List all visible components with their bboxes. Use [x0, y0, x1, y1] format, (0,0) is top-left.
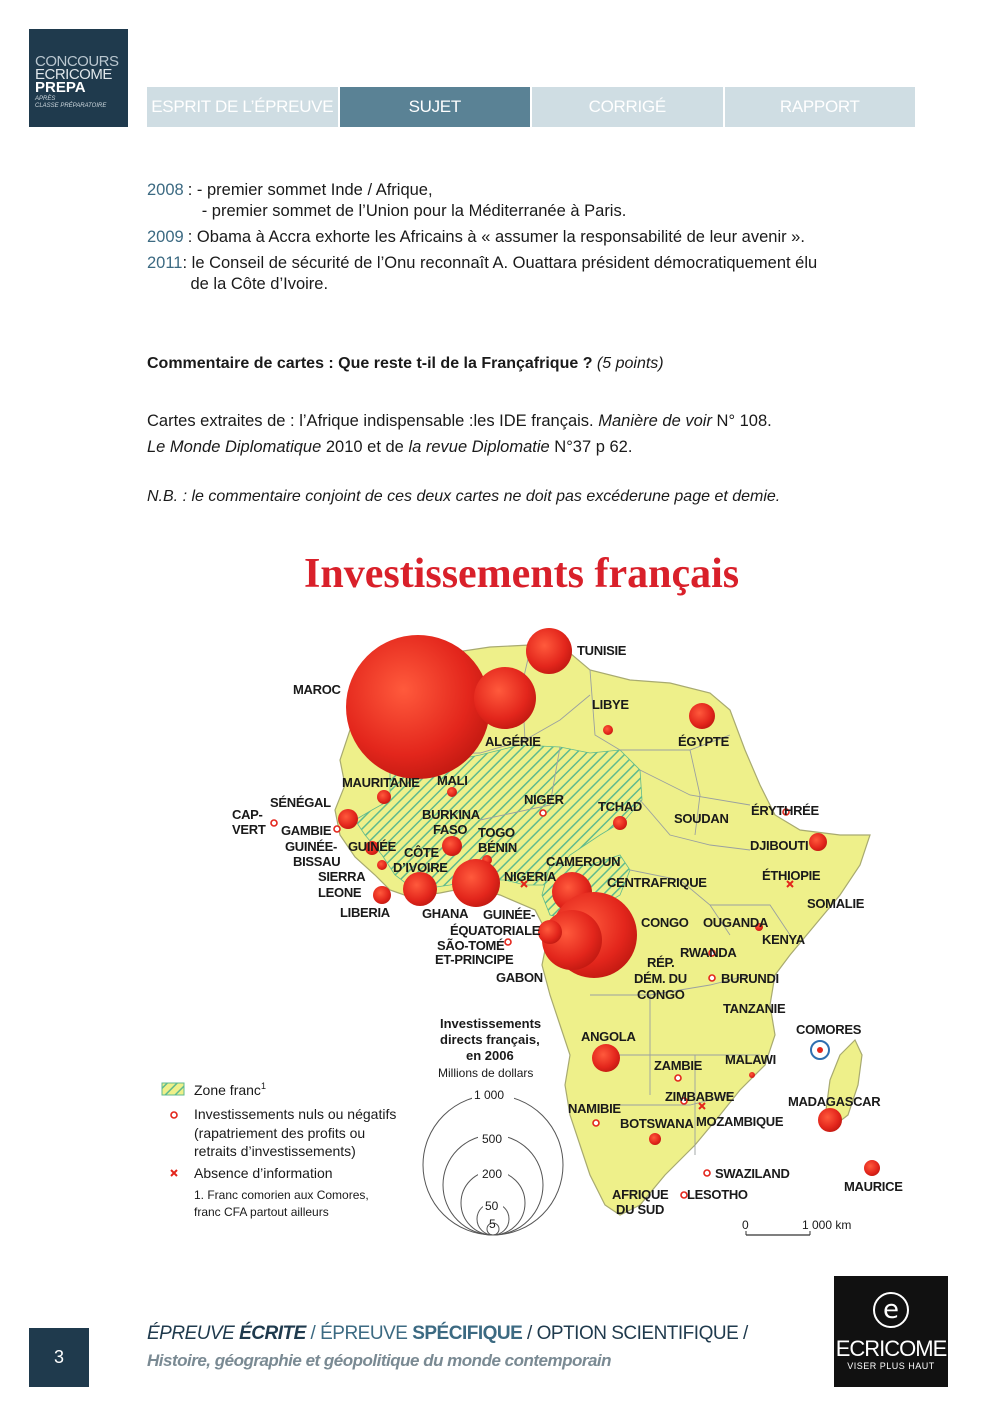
section-title-text: Commentaire de cartes : Que reste t-il de la Françafrique ? [147, 355, 593, 372]
legend-ide-2: directs français, [440, 1032, 540, 1047]
sources [147, 408, 917, 460]
footer-epreuve: ÉPREUVE [147, 1323, 240, 1344]
label-cap-vert-1: CAP- [232, 807, 263, 822]
label-rwanda: RWANDA [680, 945, 737, 960]
label-mali: MALI [437, 773, 468, 788]
chronology-item [147, 180, 917, 222]
label-centrafrique: CENTRAFRIQUE [607, 875, 707, 890]
label-ghana: GHANA [422, 906, 469, 921]
legend-scale-50: 50 [485, 1199, 499, 1213]
bubble-ghana [452, 859, 500, 907]
chronology-year: 2008 [147, 181, 184, 199]
label-libye: LIBYE [592, 697, 629, 712]
null-marker [505, 939, 511, 945]
investments-map [150, 535, 910, 1250]
chronology-text [182, 253, 917, 295]
null-marker [675, 1075, 681, 1081]
section-points: (5 points) [596, 355, 664, 372]
label-guinee-eq-2: ÉQUATORIALE [450, 923, 541, 938]
chronology-item [147, 253, 917, 295]
legend-zone-franc [194, 1081, 266, 1098]
null-marker [709, 975, 715, 981]
bubble-algerie [474, 667, 536, 729]
legend-null-2: (rapatriement des profits ou [194, 1125, 366, 1141]
legend-scale-1000: 1 000 [474, 1088, 505, 1102]
tab-sujet[interactable]: SUJET [340, 87, 531, 127]
chronology-text-line: de la Côte d’Ivoire. [190, 275, 329, 293]
label-togo: TOGO [478, 825, 515, 840]
bubble-mauritanie [377, 790, 391, 804]
bubble-cote-ivoire [403, 872, 437, 906]
footer-epreuve-2: / ÉPREUVE [305, 1323, 413, 1344]
sources-text: Cartes extraites de : l’Afrique indispensable :les IDE français. [147, 412, 599, 430]
footer-specifique [412, 1323, 522, 1344]
footer-ecrite: ÉCRITE [239, 1323, 306, 1344]
bubble-senegal [338, 809, 358, 829]
label-sierra-1: SIERRA [318, 869, 366, 884]
legend-zone-franc-swatch [162, 1083, 184, 1095]
chronology-year: 2011 [147, 254, 183, 272]
label-kenya: KENYA [762, 932, 805, 947]
null-marker [540, 810, 546, 816]
bubble-libye [603, 725, 613, 735]
bubble-maroc [346, 635, 490, 779]
label-senegal: SÉNÉGAL [270, 795, 331, 810]
scale-km: 1 000 km [802, 1218, 852, 1232]
section-tabs [147, 87, 915, 127]
label-guinee: GUINÉE [348, 839, 397, 854]
ecricome-logo [834, 1276, 948, 1387]
label-erythree: ÉRYTHRÉE [751, 803, 819, 818]
chronology-text-line: : - premier sommet Inde / Afrique, [187, 181, 433, 199]
label-guinee-bissau-1: GUINÉE- [285, 839, 338, 854]
footer-specifique-text: SPÉCIFIQUE [412, 1323, 523, 1344]
label-benin: BÉNIN [478, 840, 517, 855]
label-namibie: NAMIBIE [568, 1101, 621, 1116]
logo-line-classe: CLASSE PRÉPARATOIRE [35, 103, 107, 109]
ecricome-e-icon: e [873, 1292, 909, 1328]
label-afrique-sud-2: DU SUD [616, 1202, 665, 1217]
label-sao-2: ET-PRINCIPE [435, 952, 514, 967]
chronology-text-line: - premier sommet de l’Union pour la Méditerranée à Paris. [201, 202, 627, 220]
chronology-text-line: : le Conseil de sécurité de l’Onu reconnaît A. Ouattara président démocratiquement élu [182, 254, 818, 272]
legend-zone-franc-sup: 1 [260, 1081, 266, 1091]
bubble-botswana [649, 1133, 661, 1145]
sources-line-2 [147, 434, 917, 460]
scale-zero: 0 [742, 1218, 749, 1232]
legend-ide-4: Millions de dollars [438, 1066, 534, 1080]
ecricome-tagline: VISER PLUS HAUT [847, 1361, 935, 1371]
label-rdc-1: RÉP. [647, 955, 675, 970]
tab-rapport[interactable]: RAPPORT [725, 87, 916, 127]
logo-line-ecricome: ECRICOME [35, 66, 112, 83]
bubble-mali [447, 787, 457, 797]
label-sao-1: SÃO-TOMÉ [437, 938, 505, 953]
label-algerie: ALGÉRIE [485, 734, 541, 749]
sources-text: N° 108. [711, 412, 772, 430]
label-burundi: BURUNDI [721, 971, 779, 986]
label-afrique-sud-1: AFRIQUE [612, 1187, 669, 1202]
label-malawi: MALAWI [725, 1052, 776, 1067]
legend-scale-200: 200 [482, 1167, 503, 1181]
chronology [147, 180, 917, 300]
label-sierra-2: LEONE [318, 885, 362, 900]
label-lesotho: LESOTHO [687, 1187, 748, 1202]
label-zimbabwe: ZIMBABWE [665, 1089, 735, 1104]
legend-zone-franc-text: Zone franc [194, 1082, 261, 1098]
legend-scale-500: 500 [482, 1132, 503, 1146]
bubble-angola [592, 1044, 620, 1072]
label-maurice: MAURICE [844, 1179, 903, 1194]
sources-title: la revue Diplomatie [408, 438, 550, 456]
logo-line-concours: CONCOURS [35, 53, 119, 70]
legend-ide-1: Investissements [440, 1016, 542, 1031]
label-burkina-2: FASO [433, 822, 468, 837]
bubble-djibouti [809, 833, 827, 851]
concours-logo [29, 29, 128, 127]
map-title: Investissements français [304, 551, 740, 597]
legend-note-1: 1. Franc comorien aux Comores, [194, 1188, 369, 1202]
legend-absence: Absence d’information [194, 1165, 333, 1181]
label-gambie: GAMBIE [281, 823, 332, 838]
bubble-madagascar [818, 1108, 842, 1132]
label-cap-vert-2: VERT [232, 822, 266, 837]
label-cameroun: CAMEROUN [546, 854, 621, 869]
label-burkina-1: BURKINA [422, 807, 480, 822]
label-nigeria: NIGERIA [504, 869, 557, 884]
sources-title: Le Monde Diplomatique [147, 438, 322, 456]
label-rdc-2: DÉM. DU [634, 971, 687, 986]
label-swaziland: SWAZILAND [715, 1166, 790, 1181]
sources-text: 2010 et de [321, 438, 409, 456]
label-madagascar: MADAGASCAR [788, 1094, 881, 1109]
legend-absence-icon [171, 1170, 177, 1176]
legend-null-icon [171, 1112, 177, 1118]
label-angola: ANGOLA [581, 1029, 636, 1044]
label-tanzanie: TANZANIE [723, 1001, 786, 1016]
label-tunisie: TUNISIE [577, 643, 627, 658]
chronology-item [147, 227, 917, 248]
legend-scale-5: 5 [489, 1217, 496, 1231]
label-comores: COMORES [796, 1022, 862, 1037]
bubble-tchad [613, 816, 627, 830]
label-rdc-3: CONGO [637, 987, 685, 1002]
legend-null-1: Investissements nuls ou négatifs [194, 1106, 397, 1122]
label-botswana: BOTSWANA [620, 1116, 694, 1131]
sources-text: N°37 p 62. [549, 438, 633, 456]
bubble-tunisie [526, 628, 572, 674]
label-guinee-eq-1: GUINÉE- [483, 907, 536, 922]
footer-option: / OPTION SCIENTIFIQUE / [522, 1323, 748, 1344]
label-cote-1: CÔTE [404, 845, 439, 860]
label-soudan: SOUDAN [674, 811, 729, 826]
null-marker [271, 820, 277, 826]
bubble-liberia [373, 886, 391, 904]
sources-title: Manière de voir [598, 412, 712, 430]
label-egypte: ÉGYPTE [678, 734, 729, 749]
null-marker [593, 1120, 599, 1126]
nota-bene: N.B. : le commentaire conjoint de ces deux cartes ne doit pas excéderune page et demie. [147, 488, 781, 505]
label-niger: NIGER [524, 792, 564, 807]
bubble-maurice [864, 1160, 880, 1176]
bubble-malawi [749, 1072, 755, 1078]
label-cote-2: D’IVOIRE [393, 860, 448, 875]
section-title [147, 355, 664, 373]
label-mozambique: MOZAMBIQUE [696, 1114, 784, 1129]
label-ethiopie: ÉTHIOPIE [762, 868, 821, 883]
null-marker [334, 826, 340, 832]
label-tchad: TCHAD [598, 799, 642, 814]
label-zambie: ZAMBIE [654, 1058, 703, 1073]
null-marker [704, 1170, 710, 1176]
label-maroc: MAROC [293, 682, 341, 697]
chronology-text [184, 180, 917, 222]
bubble-egypte [689, 703, 715, 729]
chronology-year: 2009 [147, 228, 184, 246]
label-guinee-bissau-2: BISSAU [293, 854, 341, 869]
label-djibouti: DJIBOUTI [750, 838, 809, 853]
bubble-sierra [377, 860, 387, 870]
tab-esprit[interactable]: ESPRIT DE L’ÉPREUVE [147, 87, 338, 127]
logo-line-prepa: PREPA [35, 79, 86, 96]
page-number: 3 [29, 1328, 89, 1387]
label-somalie: SOMALIE [807, 896, 865, 911]
label-gabon: GABON [496, 970, 543, 985]
legend-note-2: franc CFA partout ailleurs [194, 1205, 329, 1219]
tab-corrige[interactable]: CORRIGÉ [532, 87, 723, 127]
chronology-text: : Obama à Accra exhorte les Africains à « assumer la responsabilité de leur avenir ». [187, 228, 805, 246]
map-svg [150, 535, 910, 1250]
logo-line-apres: APRÈS [35, 96, 56, 102]
legend-ide-3: en 2006 [466, 1048, 514, 1063]
legend-null-3: retraits d’investissements) [194, 1143, 356, 1159]
label-liberia: LIBERIA [340, 905, 390, 920]
comores-marker-dot [817, 1047, 823, 1053]
label-mauritanie: MAURITANIE [342, 775, 420, 790]
ecricome-brand: ECRICOME [835, 1336, 947, 1361]
bubble-burkina [442, 836, 462, 856]
sources-line-1 [147, 408, 917, 434]
footer-subject: Histoire, géographie et géopolitique du monde contemporain [147, 1351, 612, 1370]
label-ouganda: OUGANDA [703, 915, 769, 930]
bubble-guinee-eq [538, 920, 562, 944]
footer-exam-line [147, 1323, 748, 1345]
label-congo: CONGO [641, 915, 689, 930]
